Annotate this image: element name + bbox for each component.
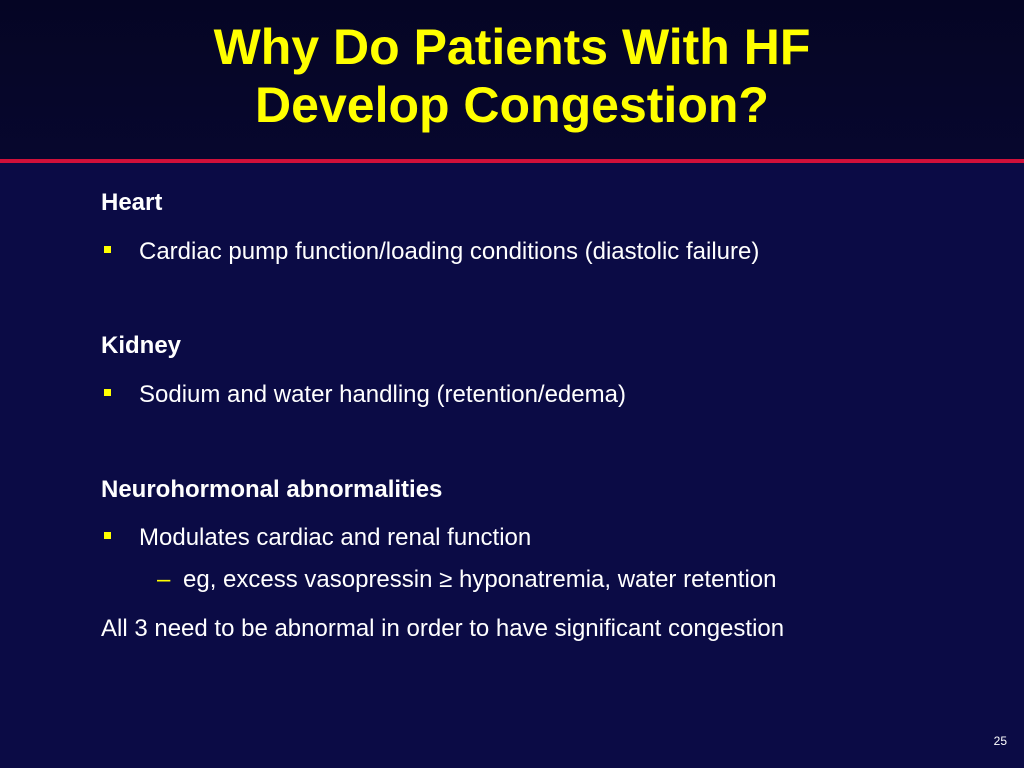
section-heading-neurohormonal: Neurohormonal abnormalities xyxy=(101,476,443,503)
bullet-kidney: Sodium and water handling (retention/edema) xyxy=(139,381,626,408)
square-bullet-icon xyxy=(104,246,111,253)
slide-title-line-2: Develop Congestion? xyxy=(255,77,769,133)
dash-bullet-icon: – xyxy=(157,566,171,593)
section-heading-heart: Heart xyxy=(101,189,163,216)
slide-title-line-1: Why Do Patients With HF xyxy=(213,19,811,75)
square-bullet-icon xyxy=(104,532,111,539)
page-number: 25 xyxy=(993,734,1007,748)
section-heading-kidney: Kidney xyxy=(101,332,182,359)
bullet-neurohormonal: Modulates cardiac and renal function xyxy=(139,524,532,551)
bullet-heart: Cardiac pump function/loading conditions (diastolic failure) xyxy=(139,238,760,265)
conclusion-text: All 3 need to be abnormal in order to have significant congestion xyxy=(101,615,785,642)
sub-bullet-vasopressin: eg, excess vasopressin ≥ hyponatremia, water retention xyxy=(183,566,777,593)
square-bullet-icon xyxy=(104,389,111,396)
